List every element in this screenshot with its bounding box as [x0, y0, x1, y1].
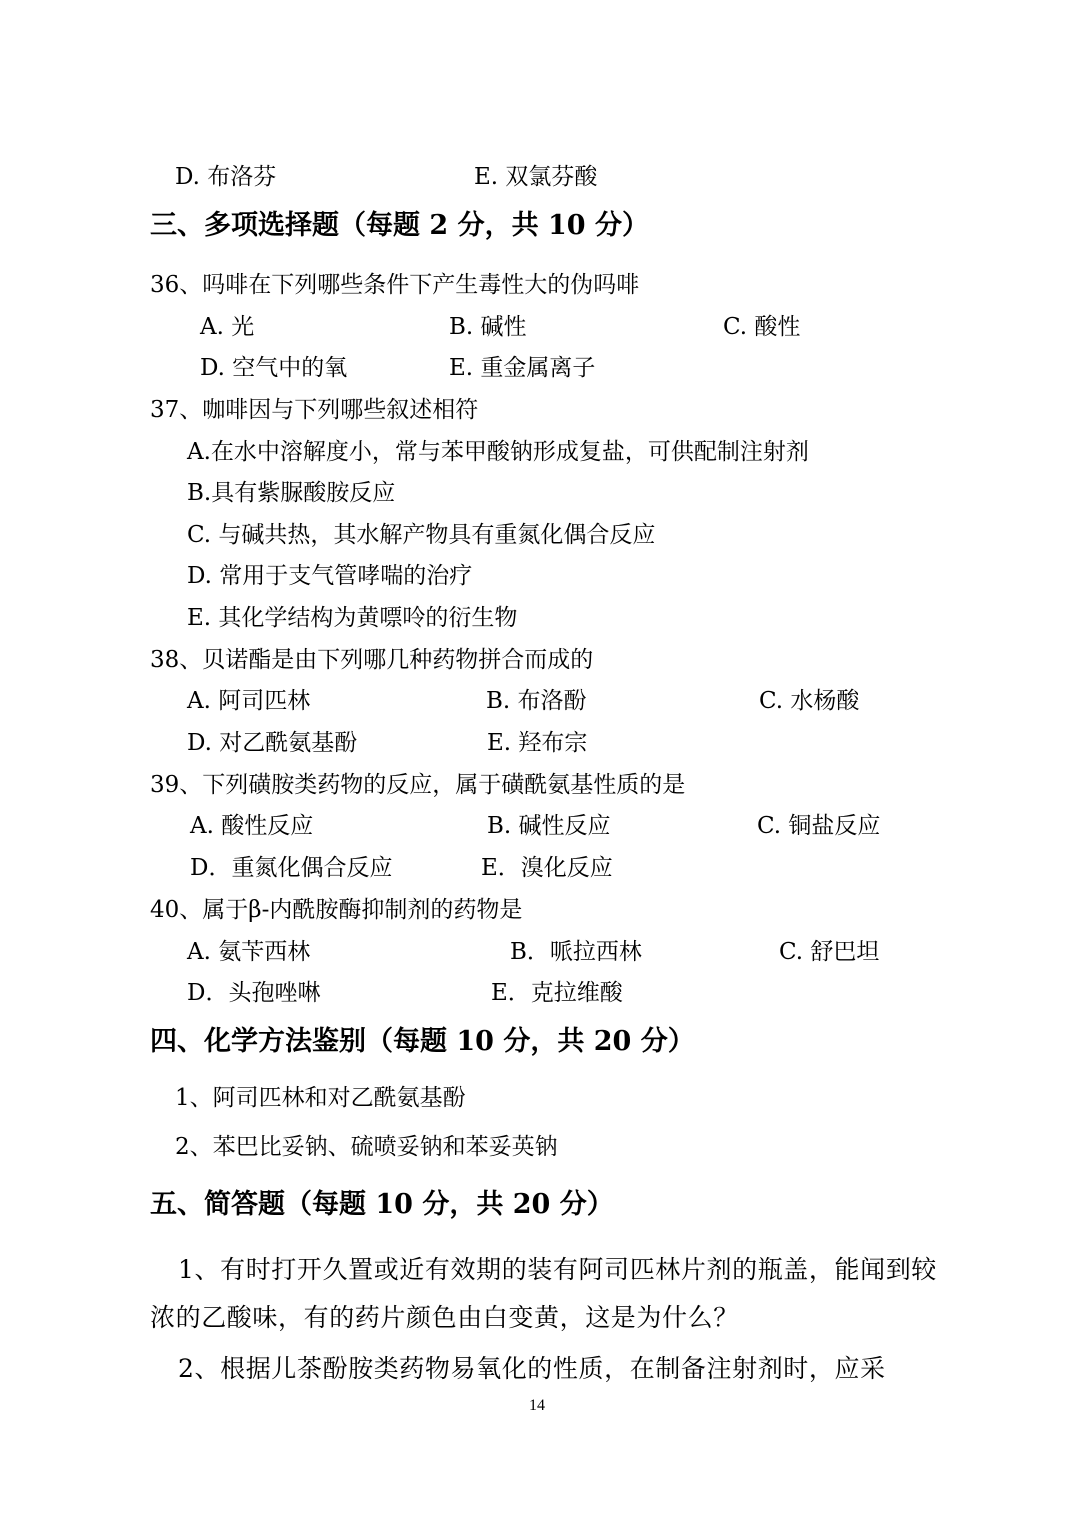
section-5-q1-line2: 浓的乙酸味，有的药片颜色由白变黄，这是为什么？	[150, 1303, 739, 1332]
q37-stem: 37、咖啡因与下列哪些叙述相符	[150, 397, 479, 423]
q40-option-e: E．克拉维酸	[491, 980, 623, 1006]
q40-option-a: A. 氨苄西林	[187, 939, 311, 965]
option-d: D. 布洛芬	[175, 164, 277, 190]
q40-stem: 40、属于β-内酰胺酶抑制剂的药物是	[150, 897, 523, 923]
section-5-q1-line1: 1、有时打开久置或近有效期的装有阿司匹林片剂的瓶盖，能闻到较	[178, 1255, 937, 1284]
q38-option-a: A. 阿司匹林	[187, 688, 311, 714]
q37-option-c: C. 与碱共热，其水解产物具有重氮化偶合反应	[187, 522, 656, 548]
q36-option-c: C. 酸性	[723, 314, 801, 340]
q39-option-a: A. 酸性反应	[190, 813, 314, 839]
q37-option-b: B.具有紫脲酸胺反应	[187, 480, 396, 506]
section-4-title: 四、化学方法鉴别（每题 10 分，共 20 分）	[150, 1026, 695, 1057]
q38-option-b: B. 布洛酚	[486, 688, 587, 714]
q36-option-e: E. 重金属离子	[449, 355, 596, 381]
q37-option-d: D. 常用于支气管哮喘的治疗	[187, 563, 473, 589]
q39-option-c: C. 铜盐反应	[757, 813, 881, 839]
section-5-title: 五、简答题（每题 10 分，共 20 分）	[150, 1189, 614, 1220]
q36-option-a: A. 光	[200, 314, 255, 340]
q38-option-c: C. 水杨酸	[759, 688, 860, 714]
q36-option-d: D. 空气中的氧	[200, 355, 348, 381]
q39-option-d: D．重氮化偶合反应	[190, 855, 393, 881]
q36-option-b: B. 碱性	[449, 314, 527, 340]
q39-option-b: B. 碱性反应	[487, 813, 611, 839]
section-4-q1: 1、阿司匹林和对乙酰氨基酚	[175, 1085, 466, 1111]
q38-stem: 38、贝诺酯是由下列哪几种药物拼合而成的	[150, 647, 594, 673]
page-number: 14	[529, 1397, 545, 1414]
q37-option-a: A.在水中溶解度小，常与苯甲酸钠形成复盐，可供配制注射剂	[187, 439, 809, 465]
section-4-q2: 2、苯巴比妥钠、硫喷妥钠和苯妥英钠	[175, 1134, 558, 1160]
q40-option-d: D．头孢唑啉	[187, 980, 321, 1006]
section-3-title: 三、多项选择题（每题 2 分，共 10 分）	[150, 210, 649, 241]
q37-option-e: E. 其化学结构为黄嘌呤的衍生物	[187, 605, 518, 631]
option-e: E. 双氯芬酸	[474, 164, 598, 190]
q39-stem: 39、下列磺胺类药物的反应，属于磺酰氨基性质的是	[150, 772, 686, 798]
q38-option-d: D. 对乙酰氨基酚	[187, 730, 358, 756]
q40-option-b: B．哌拉西林	[510, 939, 642, 965]
q40-option-c: C. 舒巴坦	[779, 939, 880, 965]
q39-option-e: E．溴化反应	[481, 855, 613, 881]
q36-stem: 36、吗啡在下列哪些条件下产生毒性大的伪吗啡	[150, 272, 640, 298]
section-5-q2-line1: 2、根据儿茶酚胺类药物易氧化的性质，在制备注射剂时，应采	[178, 1354, 886, 1383]
q38-option-e: E. 羟布宗	[487, 730, 588, 756]
